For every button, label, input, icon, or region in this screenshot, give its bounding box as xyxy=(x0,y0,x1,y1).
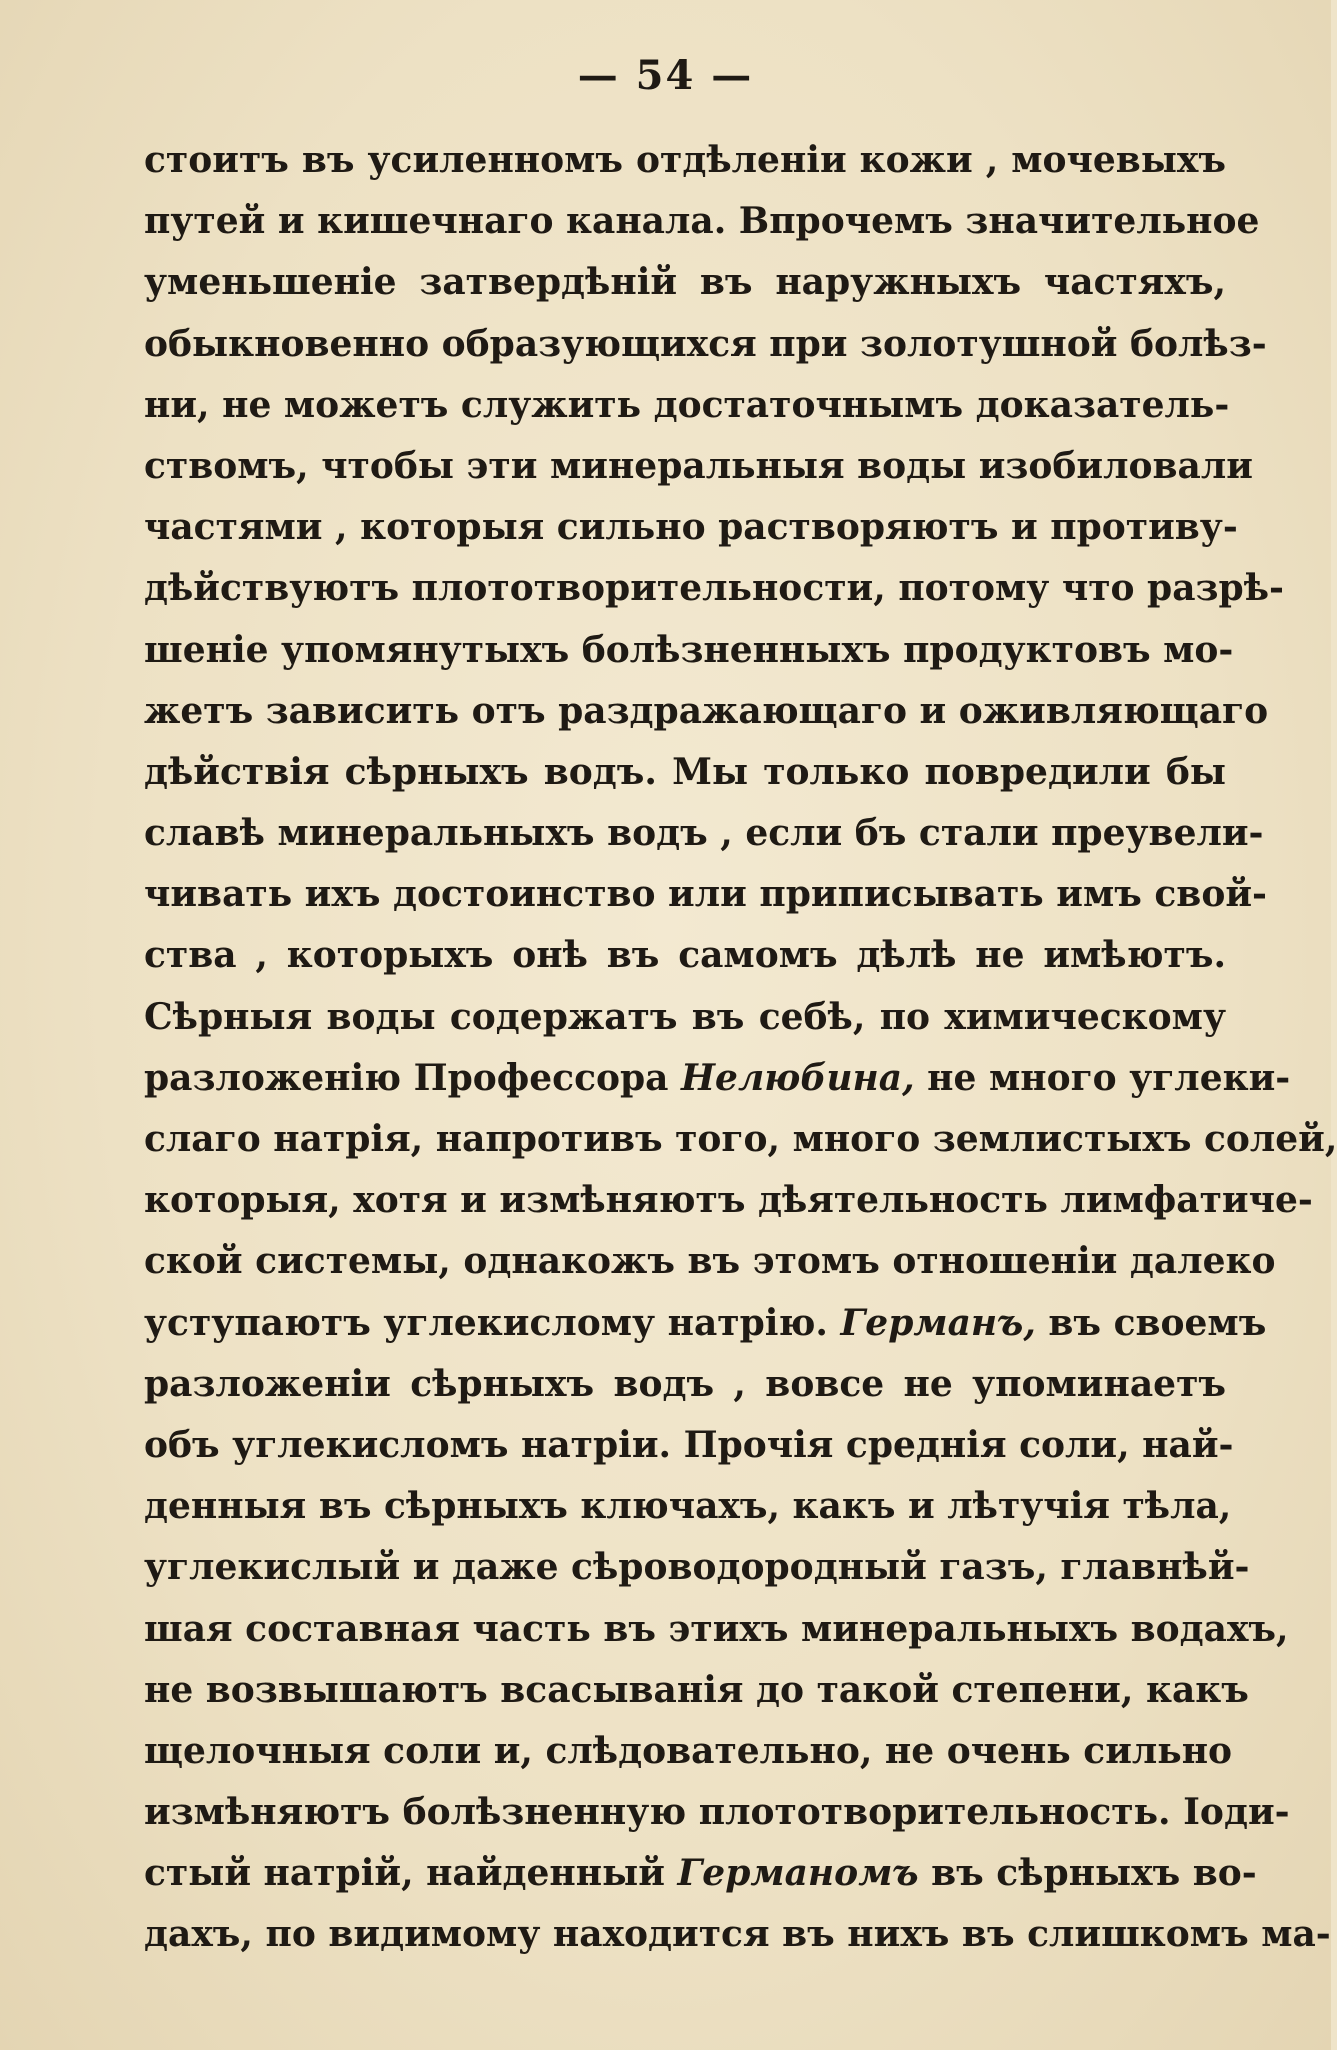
text-line: углекислый и даже сѣроводородный газъ, главнѣй- xyxy=(144,1546,1250,1589)
text-line: дахъ, по видимому находится въ нихъ въ слишкомъ ма- xyxy=(144,1913,1331,1956)
text-line: ни, не можетъ служить достаточнымъ доказатель- xyxy=(144,383,1230,426)
italic-name: Германомъ xyxy=(677,1852,919,1895)
text-line: уступаютъ углекислому натрію. Германъ, въ своемъ xyxy=(144,1301,1267,1344)
text-line: жетъ зависить отъ раздражающаго и оживляющаго xyxy=(144,689,1269,732)
text-line: ства , которыхъ онѣ въ самомъ дѣлѣ не имѣютъ. xyxy=(144,934,1226,977)
text-line: разложенію Профессора Нелюбина, не много углеки- xyxy=(144,1056,1291,1099)
text-line: Сѣрныя воды содержатъ въ себѣ, по химическому xyxy=(144,995,1226,1038)
text-line: объ углекисломъ натріи. Прочія среднія соли, най- xyxy=(144,1423,1234,1466)
text-line: которыя, хотя и измѣняютъ дѣятельность лимфатиче- xyxy=(144,1179,1313,1222)
text-line: разложеніи сѣрныхъ водъ , вовсе не упоминаетъ xyxy=(144,1362,1226,1405)
text-line: слаго натрія, напротивъ того, много землистыхъ солей, xyxy=(144,1118,1337,1160)
text-line: стоитъ въ усиленномъ отдѣленіи кожи , мочевыхъ xyxy=(144,139,1226,181)
text-line: ствомъ, чтобы эти минеральныя воды изобиловали xyxy=(144,444,1253,487)
text-line: измѣняютъ болѣзненную плототворительность. Іоди- xyxy=(144,1791,1290,1834)
text-line: шеніе упомянутыхъ болѣзненныхъ продуктовъ мо- xyxy=(144,628,1234,671)
text-line: путей и кишечнаго канала. Впрочемъ значительное xyxy=(144,200,1260,243)
italic-name: Нелюбина, xyxy=(681,1056,915,1099)
text-line: чивать ихъ достоинство или приписывать имъ свой- xyxy=(144,873,1267,916)
text-line: ской системы, однакожъ въ этомъ отношеніи далеко xyxy=(144,1240,1276,1283)
text-line: стый натрій, найденный Германомъ въ сѣрныхъ во- xyxy=(144,1852,1257,1895)
text-line: обыкновенно образующихся при золотушной болѣз- xyxy=(144,322,1267,365)
text-line: славѣ минеральныхъ водъ , если бъ стали преувели- xyxy=(144,812,1264,855)
text-line: дѣйствія сѣрныхъ водъ. Мы только повредили бы xyxy=(144,750,1226,793)
text-line: денныя въ сѣрныхъ ключахъ, какъ и лѣтучія тѣла, xyxy=(144,1485,1232,1528)
text-line: не возвышаютъ всасыванія до такой степени, какъ xyxy=(144,1668,1249,1711)
text-line: дѣйствуютъ плототворительности, потому что разрѣ- xyxy=(144,567,1284,610)
text-line: уменьшеніе затвердѣній въ наружныхъ частяхъ, xyxy=(144,261,1226,304)
text-line: частями , которыя сильно растворяютъ и противу- xyxy=(144,506,1238,549)
italic-name: Германъ, xyxy=(840,1301,1036,1344)
page-number: — 54 — xyxy=(577,52,754,99)
body-text xyxy=(144,130,1337,1966)
text-line: щелочныя соли и, слѣдовательно, не очень сильно xyxy=(144,1729,1233,1772)
text-line: шая составная часть въ этихъ минеральныхъ водахъ, xyxy=(144,1607,1289,1650)
